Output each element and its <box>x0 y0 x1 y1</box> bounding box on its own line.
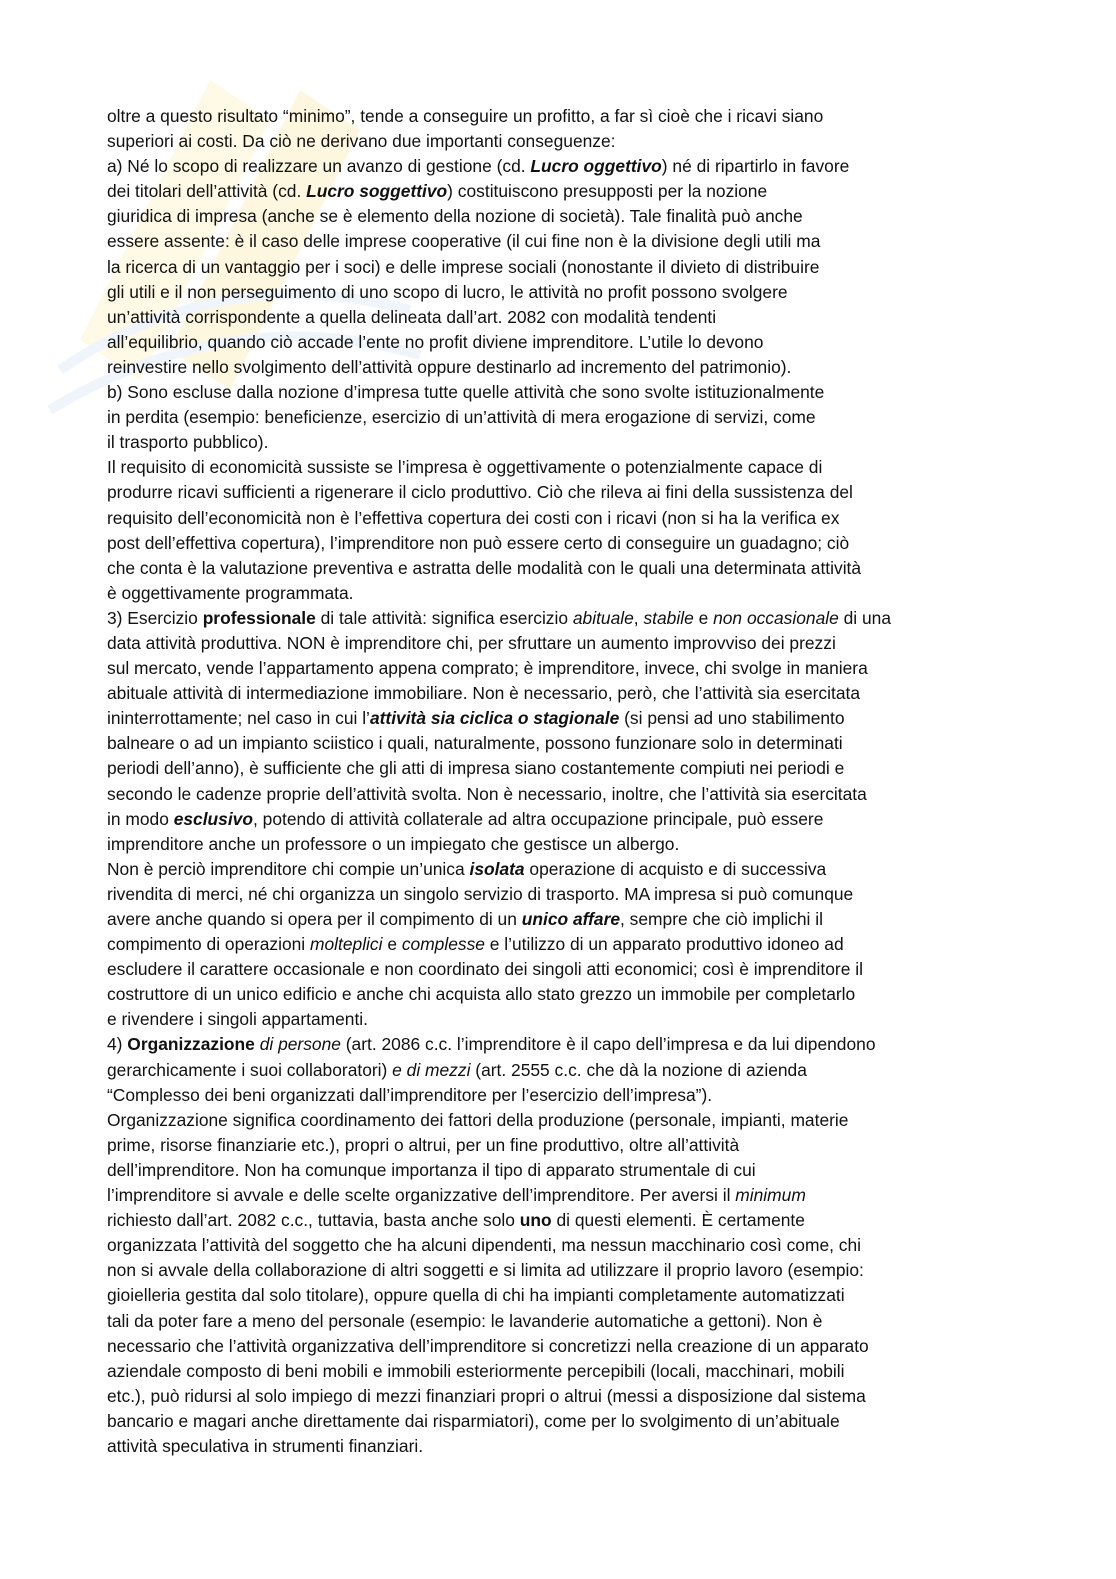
text-segment: dell’imprenditore. Non ha comunque importanza il tipo di apparato strumentale di cui <box>107 1159 756 1180</box>
text-segment: di questi elementi. È certamente <box>551 1210 805 1231</box>
text-line <box>107 832 947 857</box>
text-line <box>107 731 947 756</box>
text-segment: prime, risorse finanziarie etc.), propri o altrui, per un fine produttivo, oltre all’attività <box>107 1134 740 1155</box>
text-line <box>107 1409 947 1434</box>
text-line <box>107 957 947 982</box>
text-line <box>107 932 947 957</box>
text-segment: abituale attività di intermediazione immobiliare. Non è necessario, però, che l’attività sia esercitata <box>107 683 861 704</box>
text-segment: essere assente: è il caso delle imprese cooperative (il cui fine non è la divisione degli utili ma <box>107 231 821 252</box>
text-line <box>107 656 947 681</box>
text-segment: oltre a questo risultato “minimo”, tende a conseguire un profitto, a far sì cioè che i ricavi siano <box>107 106 824 126</box>
emphasized-text: molteplici <box>310 934 383 955</box>
text-line <box>107 1258 947 1283</box>
text-line <box>107 631 947 656</box>
text-line <box>107 1384 947 1409</box>
text-line <box>107 405 947 430</box>
emphasized-text: Lucro soggettivo <box>306 181 448 202</box>
emphasized-text: attività sia ciclica o stagionale <box>369 708 620 729</box>
text-line <box>107 882 947 907</box>
text-line <box>107 581 947 606</box>
text-line <box>107 255 947 280</box>
text-line <box>107 330 947 355</box>
text-line <box>107 305 947 330</box>
text-segment: periodi dell’anno), è sufficiente che gli atti di impresa siano costantemente compiuti nei periodi e <box>107 758 845 779</box>
text-segment: b) Sono escluse dalla nozione d’impresa tutte quelle attività che sono svolte istituzionalmente <box>107 382 825 403</box>
text-line <box>107 706 947 731</box>
text-segment: (art. 2555 c.c. che dà la nozione di azienda <box>470 1059 807 1080</box>
text-line <box>107 1133 947 1158</box>
text-line <box>107 104 947 129</box>
text-segment: attività speculativa in strumenti finanziari. <box>107 1435 424 1456</box>
text-segment: bancario e magari anche direttamente dai risparmiatori), come per lo svolgimento di un’abituale <box>107 1410 840 1431</box>
text-line <box>107 380 947 405</box>
text-line <box>107 982 947 1007</box>
emphasized-text: esclusivo <box>173 808 253 829</box>
text-segment: Organizzazione significa coordinamento dei fattori della produzione (personale, impianti, materie <box>107 1109 849 1130</box>
text-segment: , potendo di attività collaterale ad altra occupazione principale, può essere <box>252 808 824 829</box>
text-segment: un’attività corrispondente a quella delineata dall’art. 2082 con modalità tendenti <box>107 306 717 327</box>
text-segment: gerarchicamente i suoi collaboratori) <box>107 1059 393 1080</box>
text-segment: la ricerca di un vantaggio per i soci) e delle imprese sociali (nonostante il divieto di distribuire <box>107 256 820 277</box>
text-segment: in perdita (esempio: beneficienze, esercizio di un’attività di mera erogazione di servizi, come <box>107 407 816 428</box>
text-line <box>107 531 947 556</box>
text-segment: richiesto dall’art. 2082 c.c., tuttavia, basta anche solo <box>107 1210 520 1231</box>
text-segment: reinvestire nello svolgimento dell’attività oppure destinarlo ad incremento del patrimonio). <box>107 356 792 377</box>
emphasized-text: isolata <box>469 858 525 879</box>
text-segment: gioielleria gestita dal solo titolare), oppure quella di chi ha impianti completamente automatizzati <box>107 1285 845 1306</box>
text-segment: avere anche quando si opera per il compimento di un <box>107 909 522 929</box>
text-line <box>107 1233 947 1258</box>
text-segment: aziendale composto di beni mobili e immobili esteriormente percepibili (locali, macchinari, mobili <box>107 1360 845 1381</box>
text-line <box>107 556 947 581</box>
text-line <box>107 681 947 706</box>
text-segment: il trasporto pubblico). <box>107 432 269 453</box>
emphasized-text: e di mezzi <box>392 1059 471 1080</box>
text-segment: in modo <box>107 808 174 829</box>
text-segment: compimento di operazioni <box>107 934 310 955</box>
text-line <box>107 506 947 531</box>
text-segment: è oggettivamente programmata. <box>107 582 354 603</box>
text-segment: (si pensi ad uno stabilimento <box>619 708 845 729</box>
text-line <box>107 280 947 305</box>
text-segment: requisito dell’economicità non è l’effettiva copertura dei costi con i ricavi (non si ha la verifica ex <box>107 507 840 528</box>
text-segment: data attività produttiva. NON è imprenditore chi, per sfruttare un aumento improvviso dei prezzi <box>107 632 836 653</box>
emphasized-text: uno <box>519 1210 552 1231</box>
text-segment: all’equilibrio, quando ciò accade l’ente no profit diviene imprenditore. L’utile lo devono <box>107 331 764 352</box>
text-segment: (art. 2086 c.c. l’imprenditore è il capo dell’impresa e da lui dipendono <box>340 1034 876 1055</box>
text-segment: Il requisito di economicità sussiste se l’impresa è oggettivamente o potenzialmente capace di <box>107 457 823 478</box>
text-segment: , sempre che ciò implichi il <box>620 909 823 929</box>
text-segment: a) Né lo scopo di realizzare un avanzo di gestione (cd. <box>107 156 531 177</box>
text-segment: post dell’effettiva copertura), l’imprenditore non può essere certo di conseguire un guadagno; ciò <box>107 532 850 553</box>
text-segment: gli utili e il non perseguimento di uno scopo di lucro, le attività no profit possono svolgere <box>107 281 788 302</box>
text-line <box>107 807 947 832</box>
text-line <box>107 1158 947 1183</box>
text-line <box>107 756 947 781</box>
text-line <box>107 606 947 631</box>
text-segment: sul mercato, vende l’appartamento appena comprato; è imprenditore, invece, chi svolge in maniera <box>107 658 868 679</box>
text-segment: dei titolari dell’attività (cd. <box>107 181 307 202</box>
text-line <box>107 1108 947 1133</box>
text-segment: costruttore di un unico edificio e anche chi acquista allo stato grezzo un immobile per completarlo <box>107 984 856 1005</box>
text-line <box>107 204 947 229</box>
text-segment: di tale attività: significa esercizio <box>315 607 573 628</box>
text-line <box>107 782 947 807</box>
text-line <box>107 455 947 480</box>
emphasized-text: Organizzazione <box>127 1034 255 1055</box>
text-segment: secondo le cadenze proprie dell’attività svolta. Non è necessario, inoltre, che l’attività sia esercitata <box>107 783 867 804</box>
emphasized-text: non occasionale <box>713 607 839 628</box>
text-segment: 4) <box>107 1034 128 1055</box>
text-line <box>107 1283 947 1308</box>
text-segment: etc.), può ridursi al solo impiego di mezzi finanziari propri o altrui (messi a disposizione dal sistema <box>107 1385 866 1406</box>
text-segment: giuridica di impresa (anche se è elemento della nozione di società). Tale finalità può anche <box>107 206 803 227</box>
text-segment: non si avvale della collaborazione di altri soggetti e si limita ad utilizzare il proprio lavoro (esempio: <box>107 1260 864 1281</box>
text-segment: di una <box>838 607 892 628</box>
text-line <box>107 1183 947 1208</box>
text-segment: e <box>382 934 402 955</box>
emphasized-text: di persone <box>259 1034 341 1055</box>
emphasized-text: professionale <box>202 607 316 628</box>
text-line <box>107 1334 947 1359</box>
text-segment: “Complesso dei beni organizzati dall’imprenditore per l’esercizio dell’impresa”). <box>107 1084 713 1105</box>
text-line <box>107 480 947 505</box>
text-segment: 3) Esercizio <box>107 607 203 628</box>
text-segment: ) né di ripartirlo in favore <box>661 156 850 177</box>
text-line <box>107 1032 947 1057</box>
text-line <box>107 355 947 380</box>
text-segment: , <box>633 607 644 628</box>
text-line <box>107 229 947 254</box>
emphasized-text: complesse <box>401 934 485 955</box>
text-segment: Non è perciò imprenditore chi compie un’unica <box>107 858 470 879</box>
text-line <box>107 1359 947 1384</box>
text-line <box>107 857 947 882</box>
text-segment: produrre ricavi sufficienti a rigenerare il ciclo produttivo. Ciò che rileva ai fini della sussistenza del <box>107 482 853 503</box>
text-segment: necessario che l’attività organizzativa dell’imprenditore si concretizzi nella creazione di un apparato <box>107 1335 869 1356</box>
text-segment: escludere il carattere occasionale e non coordinato dei singoli atti economici; così è imprenditore il <box>107 959 863 980</box>
text-line <box>107 129 947 154</box>
text-segment: balneare o ad un impianto sciistico i quali, naturalmente, possono funzionare solo in determinati <box>107 733 843 754</box>
text-line <box>107 1434 947 1459</box>
document-body <box>107 104 947 1459</box>
emphasized-text: Lucro oggettivo <box>530 156 662 177</box>
text-segment: rivendita di merci, né chi organizza un singolo servizio di trasporto. MA impresa si può comunque <box>107 883 854 904</box>
text-segment: organizzata l’attività del soggetto che ha alcuni dipendenti, ma nessun macchinario così come, chi <box>107 1235 862 1256</box>
emphasized-text: minimum <box>735 1185 806 1206</box>
text-segment: e rivendere i singoli appartamenti. <box>107 1009 369 1030</box>
text-segment: e <box>693 607 714 628</box>
text-line <box>107 1208 947 1233</box>
text-line <box>107 1083 947 1108</box>
text-segment: operazione di acquisto e di successiva <box>524 858 827 879</box>
text-segment: ininterrottamente; nel caso in cui l’ <box>107 708 370 729</box>
text-segment: e l’utilizzo di un apparato produttivo idoneo ad <box>484 934 844 955</box>
emphasized-text: unico affare <box>521 909 621 929</box>
emphasized-text: stabile <box>643 607 694 628</box>
text-line <box>107 1007 947 1032</box>
text-line <box>107 1309 947 1334</box>
text-segment: imprenditore anche un professore o un impiegato che gestisce un albergo. <box>107 833 680 854</box>
emphasized-text: abituale <box>572 607 634 628</box>
text-segment: tali da poter fare a meno del personale (esempio: le lavanderie automatiche a gettoni). Non è <box>107 1310 823 1331</box>
text-segment: l’imprenditore si avvale e delle scelte organizzative dell’imprenditore. Per aversi il <box>107 1185 736 1206</box>
text-segment: superiori ai costi. Da ciò ne derivano due importanti conseguenze: <box>107 131 616 152</box>
text-segment: che conta è la valutazione preventiva e astratta delle modalità con le quali una determinata attività <box>107 557 862 578</box>
text-line <box>107 154 947 179</box>
text-segment: ) costituiscono presupposti per la nozione <box>447 181 768 202</box>
text-line <box>107 430 947 455</box>
text-line <box>107 179 947 204</box>
text-line <box>107 907 947 932</box>
text-line <box>107 1058 947 1083</box>
